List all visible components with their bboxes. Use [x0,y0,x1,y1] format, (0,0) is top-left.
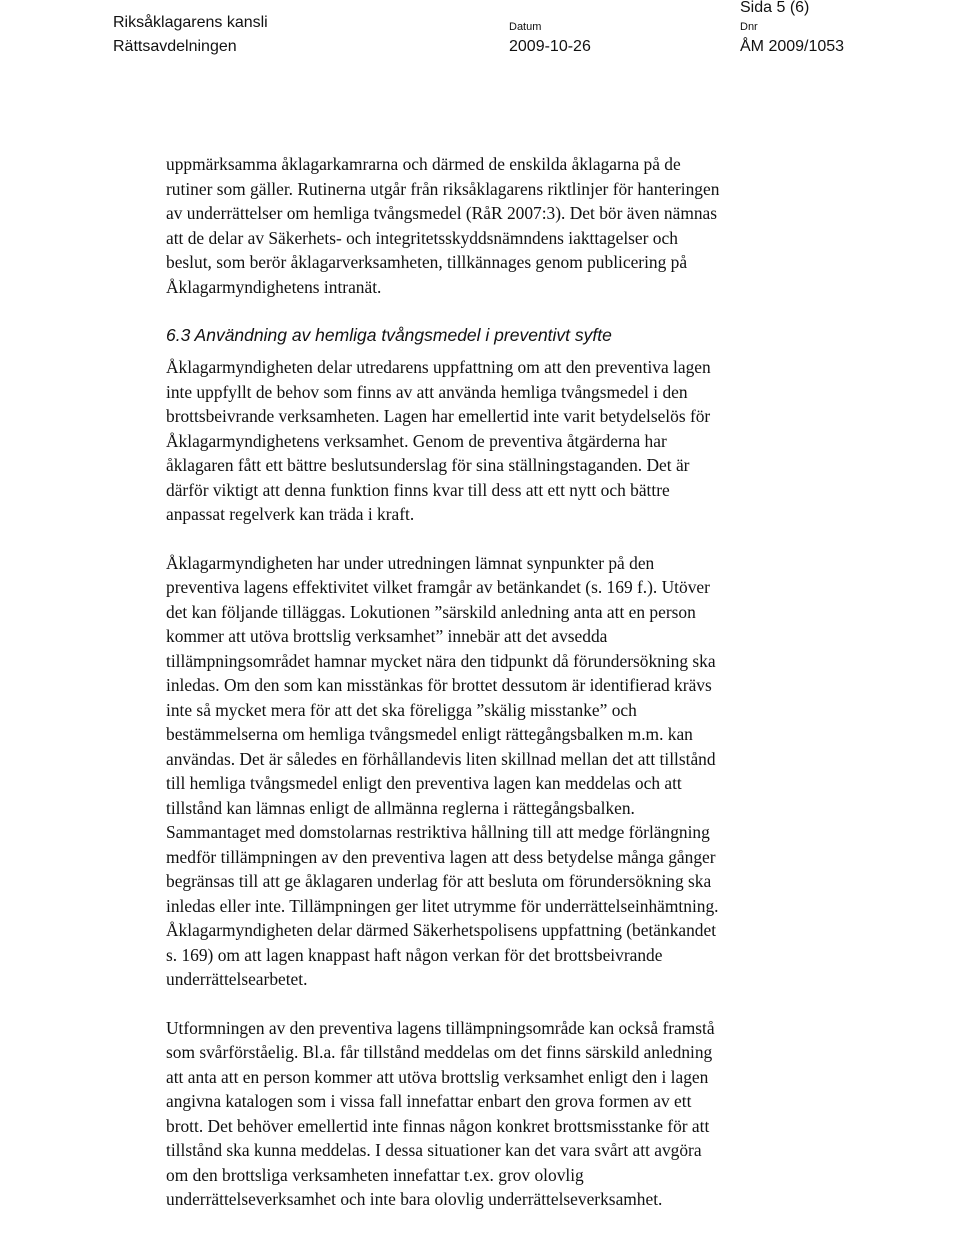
header-org: Riksåklagarens kansli [113,14,268,31]
header-page-number: Sida 5 (6) [740,0,810,16]
paragraph-3: Åklagarmyndigheten har under utredningen lämnat synpunkter på den preventiva lagens effektivitet vilket framgår av betänkandet (s. 169 f.). Utöver det kan följande tilläggas. Lokutionen ”särskild anledning anta att en person kommer att utöva brottslig verksamhet” innebär att det avsedda tillämpningsområdet hamnar mycket nära den tidpunkt då förundersökning ska inledas. Om den som kan misstänkas för brottet dessutom är identifierad krävs inte så mycket mera för att det ska föreligga ”skälig misstanke” och bestämmelserna om hemliga tvångsmedel enligt rättegångsbalken m.m. kan användas. Det är således en förhållandevis liten skillnad mellan det att tillstånd till hemliga tvångsmedel enligt den preventiva lagen kan meddelas och att tillstånd kan lämnas enligt de allmänna reglerna i rättegångsbalken. Sammantaget med domstolarnas restriktiva hållning till att medge förlängning medför tillämpningen av den preventiva lagen att dess betydelse många gånger begränsas till att ge åklagaren underlag för att besluta om förundersökning ska inledas eller inte. Tillämpningen ger litet utrymme för underrättelseinhämtning. Åklagarmyndigheten delar därmed Säkerhetspolisens uppfattning (betänkandet s. 169) om att lagen knappast haft någon verkan för det brottsbeivrande underrättelsearbetet. [166,552,719,989]
header-dnr-label: Dnr [740,21,758,33]
paragraph-1: uppmärksamma åklagarkamrarna och därmed de enskilda åklagarna på de rutiner som gäller. Rutinerna utgår från riksåklagarens riktlinjer för hanteringen av underrättelser om hemliga tvångsmedel (RåR 2007:3). Det bör även nämnas att de delar av Säkerhets- och integritetsskyddsnämndens iakttagelser och beslut, som berör åklagarverksamheten, tillkännages genom publicering på Åklagarmyndighetens intranät. [166,154,720,297]
paragraph-4: Utformningen av den preventiva lagens tillämpningsområde kan också framstå som svårförståelig. Bl.a. får tillstånd meddelas om det finns särskild anledning att anta att en person kommer att utöva brottslig verksamhet enligt den i lagen angivna katalogen som i vissa fall innefattar enbart den grova formen av ett brott. Det behöver emellertid inte finnas någon konkret brottsmisstanke för att tillstånd ska kunna meddelas. I dessa situationer kan det vara svårt att avgöra om den brottsliga verksamheten innefattar t.ex. grov olovlig underrättelseverksamhet och inte bara olovlig underrättelseverksamhet. [166,1017,715,1209]
header-dnr: ÅM 2009/1053 [740,38,845,55]
header-date: 2009-10-26 [509,38,591,55]
header-date-label: Datum [509,21,542,33]
paragraph-2: Åklagarmyndigheten delar utredarens uppfattning om att den preventiva lagen inte uppfyllt de behov som finns av att använda hemliga tvångsmedel i den brottsbeivrande verksamheten. Lagen har emellertid inte varit betydelselös för Åklagarmyndighetens verksamhet. Genom de preventiva åtgärderna har åklagaren fått ett bättre beslutsunderslag för sina ställningstaganden. Det är därför viktigt att denna funktion finns kvar till dess att ett nytt och bättre anpassat regelverk kan träda i kraft. [166,357,711,524]
section-heading: 6.3 Användning av hemliga tvångsmedel i preventivt syfte [166,325,612,345]
document-body [166,152,836,1236]
header-dept: Rättsavdelningen [113,38,237,55]
